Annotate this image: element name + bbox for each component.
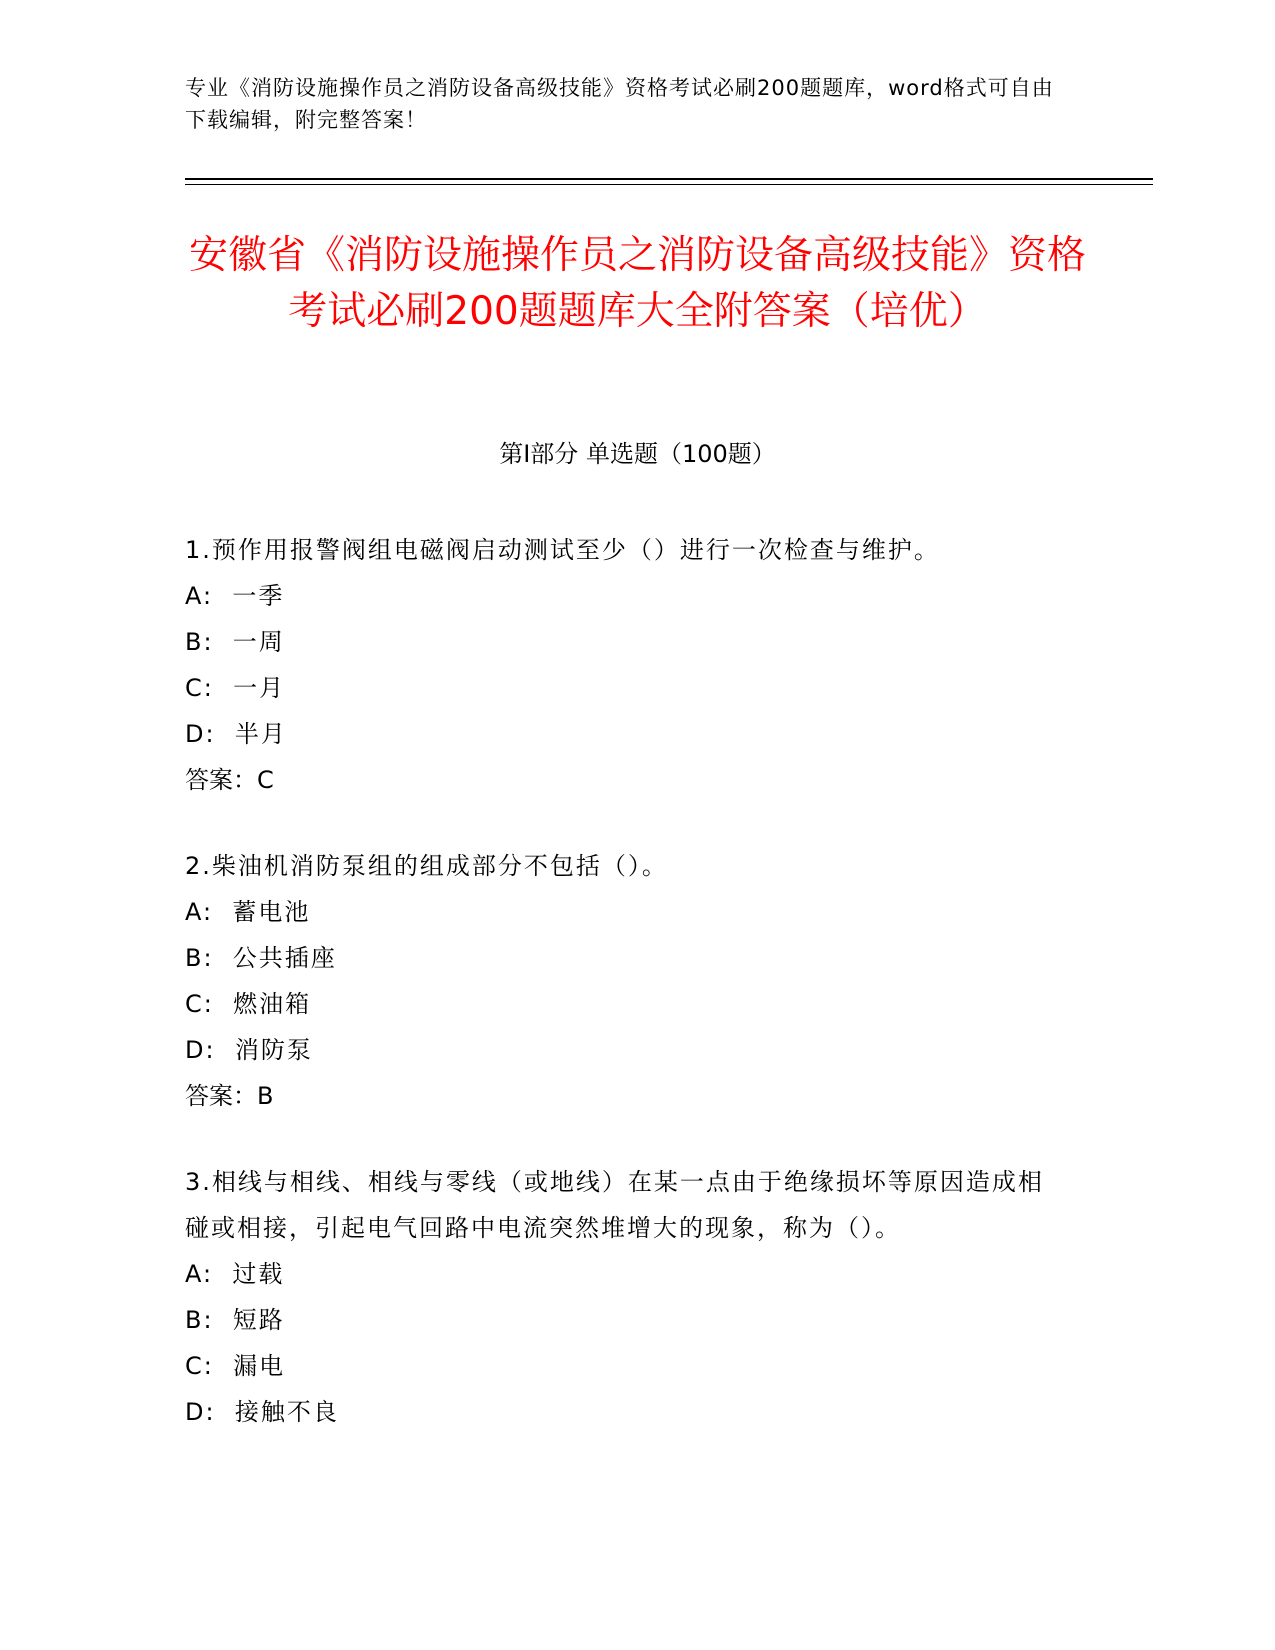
question-2 [185, 843, 1065, 1119]
question-stem: 1.预作用报警阀组电磁阀启动测试至少（）进行一次检查与维护。 [185, 536, 940, 564]
question-stem: 3.相线与相线、相线与零线（或地线）在某一点由于绝缘损坏等原因造成相碰或相接，引起电气回路中电流突然堆增大的现象，称为（）。 [185, 1168, 1044, 1242]
option-c: C: 燃油箱 [185, 990, 312, 1018]
option-c: C: 一月 [185, 674, 286, 702]
option-c: C: 漏电 [185, 1352, 286, 1380]
question-stem: 2.柴油机消防泵组的组成部分不包括（）。 [185, 852, 668, 880]
header-rule-thick [185, 178, 1153, 180]
answer: 答案：C [185, 766, 274, 794]
question-list [185, 527, 1065, 1475]
option-d: D: 半月 [185, 720, 287, 748]
header-rule-thin [185, 184, 1153, 185]
option-b: B: 公共插座 [185, 944, 337, 972]
answer: 答案：B [185, 1082, 274, 1110]
option-d: D: 消防泵 [185, 1036, 313, 1064]
question-3 [185, 1159, 1065, 1435]
option-a: A: 过载 [185, 1260, 285, 1288]
option-d: D: 接触不良 [185, 1398, 339, 1426]
option-b: B: 一周 [185, 628, 285, 656]
option-b: B: 短路 [185, 1306, 285, 1334]
section-title: 第Ⅰ部分 单选题（100题） [499, 440, 776, 468]
document-title: 安徽省《消防设施操作员之消防设备高级技能》资格考试必刷200题题库大全附答案（培优） [188, 233, 1086, 334]
question-1 [185, 527, 1065, 803]
option-a: A: 蓄电池 [185, 898, 311, 926]
header-note: 专业《消防设施操作员之消防设备高级技能》资格考试必刷200题题库，word格式可自由下载编辑，附完整答案！ [185, 76, 1054, 132]
option-a: A: 一季 [185, 582, 285, 610]
